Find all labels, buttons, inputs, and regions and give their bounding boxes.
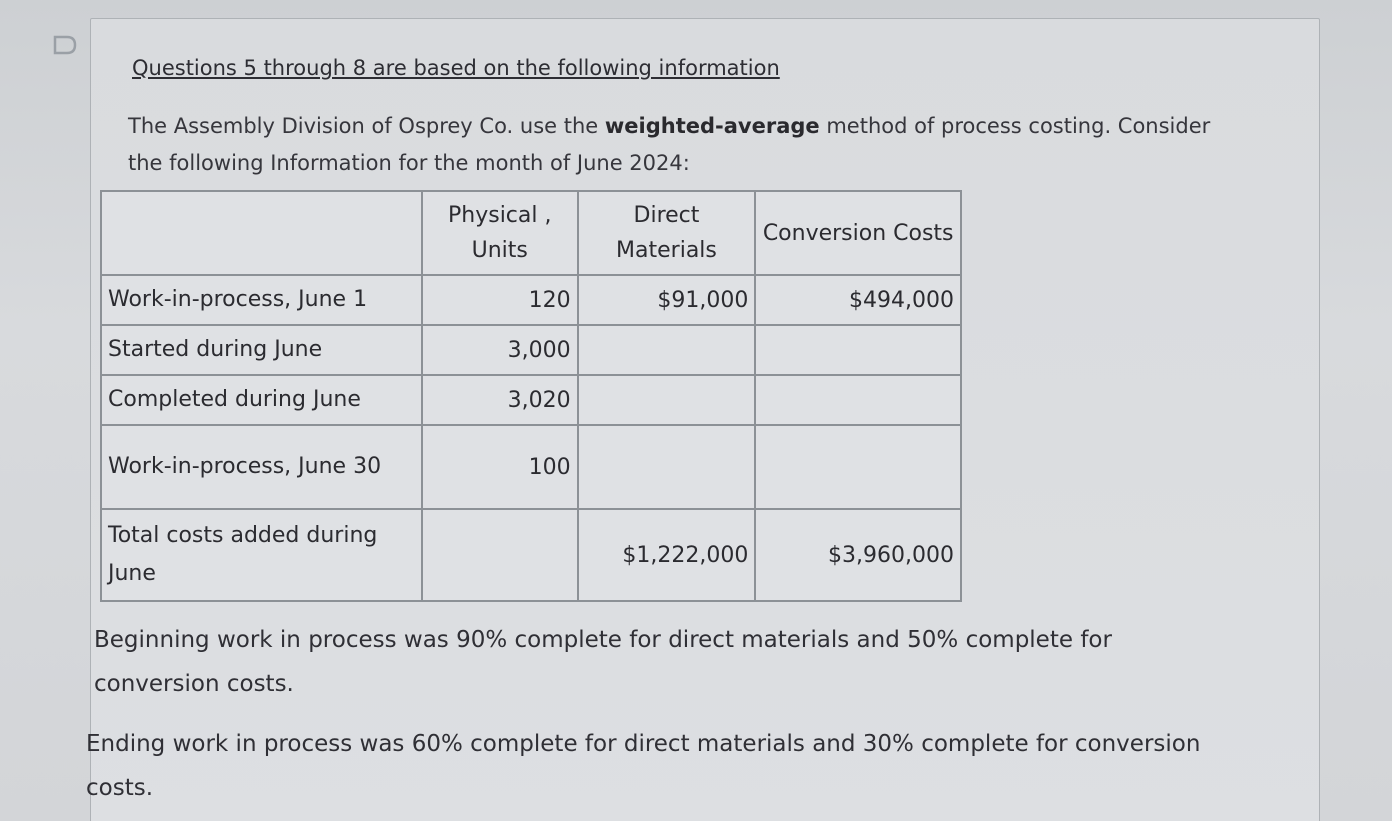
row-label: Work-in-process, June 30 [101, 425, 422, 509]
section-heading: Questions 5 through 8 are based on the following information [132, 56, 780, 80]
materials-cell: $1,222,000 [578, 509, 756, 601]
conversion-cell [755, 325, 961, 375]
header-direct-materials: Direct Materials [578, 191, 756, 275]
materials-cell [578, 425, 756, 509]
intro-method-bold: weighted-average [604, 114, 820, 138]
units-cell: 120 [422, 275, 578, 325]
units-cell: 100 [422, 425, 578, 509]
conversion-cell: $3,960,000 [755, 509, 961, 601]
materials-cell: $91,000 [578, 275, 756, 325]
process-cost-table [100, 190, 962, 602]
units-cell: 3,020 [422, 375, 578, 425]
units-cell: 3,000 [422, 325, 578, 375]
materials-cell [578, 325, 756, 375]
intro-text-end: method of process costing. Consider the following Information for the month of June 2024: [128, 114, 1211, 175]
header-physical-units: Physical , Units [422, 191, 578, 275]
conversion-cell: $494,000 [755, 275, 961, 325]
table-row [101, 375, 961, 425]
table-row [101, 425, 961, 509]
table-row [101, 509, 961, 601]
materials-cell [578, 375, 756, 425]
units-cell [422, 509, 578, 601]
table-row [101, 325, 961, 375]
ending-wip-paragraph: Ending work in process was 60% complete for direct materials and 30% complete for conversion costs. [86, 731, 1201, 801]
row-label: Completed during June [101, 375, 422, 425]
intro-text [128, 108, 1228, 182]
conversion-cell [755, 425, 961, 509]
table-header-row [101, 191, 961, 275]
table-row [101, 275, 961, 325]
header-blank [101, 191, 422, 275]
row-label: Work-in-process, June 1 [101, 275, 422, 325]
beginning-wip-paragraph: Beginning work in process was 90% complete for direct materials and 50% complete for conversion costs. [94, 627, 1112, 697]
card-outline-icon [52, 34, 78, 56]
conversion-cell [755, 375, 961, 425]
row-label: Total costs added during June [101, 509, 422, 601]
header-conversion-costs: Conversion Costs [755, 191, 961, 275]
row-label: Started during June [101, 325, 422, 375]
intro-text-start: The Assembly Division of Osprey Co. use the [128, 114, 605, 138]
